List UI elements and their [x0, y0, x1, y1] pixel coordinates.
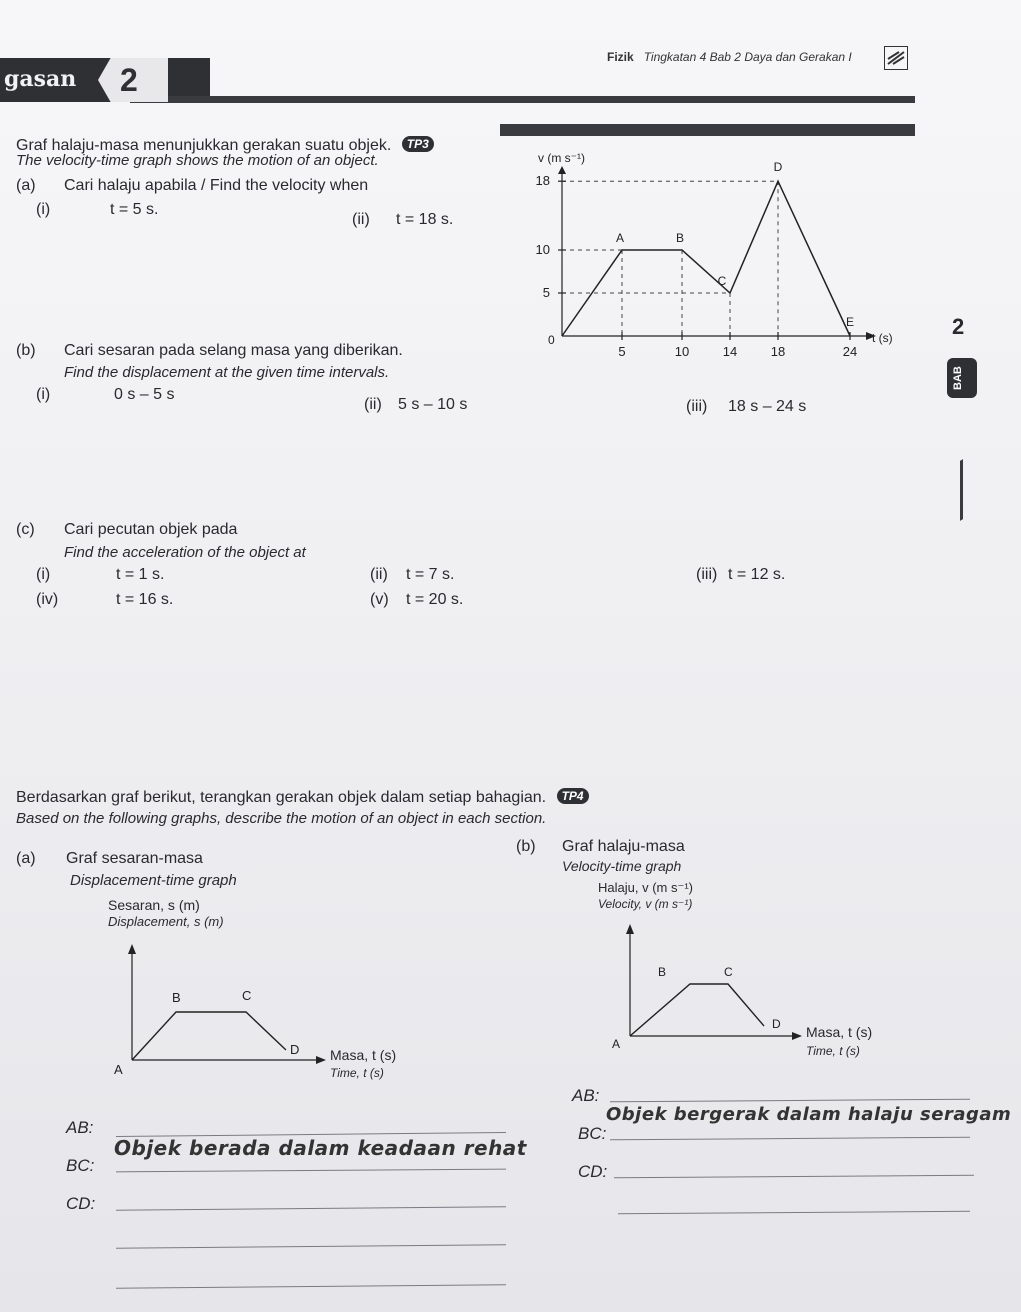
- q1c-v-text: t = 20 s.: [406, 591, 464, 608]
- q2a-cd-label: CD:: [66, 1194, 96, 1213]
- banner-word: gasan: [4, 66, 77, 92]
- q2b-bc-answer[interactable]: Objek bergerak dalam halaju seragam: [606, 1104, 1012, 1125]
- q2-stem-ms: [16, 788, 589, 807]
- q1a-label: (a): [16, 177, 36, 194]
- q1b-ii-text: 5 s – 10 s: [398, 396, 468, 413]
- q1b-iii-label: (iii): [686, 398, 708, 415]
- q1-xtick-label-24: 24: [842, 344, 858, 359]
- q1-xlabel: t (s): [872, 331, 893, 345]
- q2a-label: (a): [16, 850, 36, 867]
- q2b-cd-line[interactable]: [614, 1175, 974, 1179]
- q1c-i-text: t = 1 s.: [116, 566, 165, 583]
- tp4-badge: TP4: [557, 788, 589, 804]
- q1b-iii-text: 18 s – 24 s: [728, 398, 807, 415]
- q2b-point-D: D: [772, 1017, 781, 1031]
- q2a-x-arrow: [316, 1056, 326, 1064]
- q1-ytick-label-5: 5: [542, 285, 550, 300]
- q1c-label: (c): [16, 521, 35, 538]
- q2b-point-A: A: [612, 1037, 621, 1051]
- q1-point-label-C: C: [717, 274, 727, 288]
- q1-ytick-label-10: 10: [535, 242, 550, 257]
- q2a-xlabel-ms: Masa, t (s): [330, 1047, 397, 1063]
- q1a-ii-text: t = 18 s.: [396, 211, 454, 228]
- q2a-bc-line: [116, 1169, 506, 1173]
- q2b-x-arrow: [792, 1032, 802, 1040]
- q2b-ylabel-en: Velocity, v (m s⁻¹): [598, 897, 693, 911]
- q2b-ab-label: AB:: [572, 1086, 600, 1105]
- q1a-text: Cari halaju apabila / Find the velocity when: [64, 177, 369, 194]
- q2a-bc-label: BC:: [66, 1156, 95, 1175]
- q1-ylabel: v (m s⁻¹): [538, 151, 585, 165]
- sidebar-chapter: 2: [952, 314, 965, 339]
- q1c-iii-text: t = 12 s.: [728, 566, 786, 583]
- vt-graph-q2b: [600, 914, 820, 1054]
- q2a-title-en: Displacement-time graph: [70, 872, 237, 889]
- q2a-bc-answer[interactable]: Objek berada dalam keadaan rehat: [114, 1136, 527, 1160]
- q2a-ylabel-ms: Sesaran, s (m): [108, 897, 200, 913]
- q2a-title-ms: Graf sesaran-masa: [66, 850, 203, 867]
- q2a-y-arrow: [128, 944, 136, 954]
- q1a-ii-label: (ii): [352, 211, 370, 228]
- q1-ytick-label-18: 18: [535, 173, 550, 189]
- q1-origin: 0: [548, 333, 555, 347]
- q2b-series-line: [630, 984, 764, 1036]
- q1-stem-ms-text: Graf halaju-masa menunjukkan gerakan suatu objek.: [16, 137, 392, 154]
- q1-y-arrow: [558, 166, 566, 174]
- q1c-ii-label: (ii): [370, 566, 388, 583]
- q1c-v-label: (v): [370, 591, 389, 608]
- q2a-series-line: [132, 1012, 286, 1060]
- banner-rule: [130, 96, 915, 103]
- q2b-xlabel-ms: Masa, t (s): [806, 1024, 873, 1040]
- q2b-bc-line: [610, 1137, 970, 1141]
- logo-icon: [884, 46, 908, 70]
- q2-stem-ms-text: Berdasarkan graf berikut, terangkan gerakan objek dalam setiap bahagian.: [16, 789, 547, 806]
- q1-point-label-A: A: [615, 231, 625, 245]
- q1-xtick-label-14: 14: [722, 344, 738, 359]
- q2a-point-A: A: [114, 1062, 123, 1077]
- q2b-ab-line[interactable]: [610, 1099, 970, 1103]
- q1c-iii-label: (iii): [696, 566, 718, 583]
- q1b-ms: Cari sesaran pada selang masa yang diberikan.: [64, 342, 403, 359]
- q1a-i-text: t = 5 s.: [110, 201, 159, 218]
- q1-stem-en: The velocity-time graph shows the motion of an object.: [16, 152, 379, 169]
- q2a-point-C: C: [242, 988, 252, 1003]
- q2a-ab-label: AB:: [66, 1118, 94, 1137]
- q1b-i-text: 0 s – 5 s: [114, 386, 175, 403]
- q2a-extra-line-1[interactable]: [116, 1244, 506, 1248]
- q1c-i-label: (i): [36, 566, 51, 583]
- q1-point-label-B: B: [675, 231, 685, 245]
- q1-xtick-label-5: 5: [618, 344, 626, 359]
- q1b-label: (b): [16, 342, 36, 359]
- q1-point-label-E: E: [845, 315, 855, 329]
- banner-number: 2: [120, 62, 138, 98]
- running-header: [607, 50, 852, 64]
- q1c-ii-text: t = 7 s.: [406, 566, 455, 583]
- q2a-cd-line[interactable]: [116, 1206, 506, 1210]
- q2b-xlabel-en: Time, t (s): [806, 1044, 860, 1058]
- q1b-i-label: (i): [36, 386, 51, 403]
- q1a-i-label: (i): [36, 201, 51, 218]
- q1-point-label-D: D: [773, 160, 783, 175]
- q2b-title-ms: Graf halaju-masa: [562, 838, 685, 855]
- q2a-xlabel-en: Time, t (s): [330, 1066, 384, 1080]
- q1c-ms: Cari pecutan objek pada: [64, 521, 238, 538]
- header-chapter: Tingkatan 4 Bab 2 Daya dan Gerakan I: [643, 50, 852, 64]
- q2a-extra-line-2[interactable]: [116, 1284, 506, 1288]
- q2b-bc-label: BC:: [578, 1124, 607, 1143]
- q2-stem-en: Based on the following graphs, describe the motion of an object in each section.: [16, 810, 547, 827]
- sidebar-bab: BAB: [952, 366, 964, 390]
- q1-plot: [536, 160, 858, 359]
- q2a-ylabel-en: Displacement, s (m): [108, 914, 224, 929]
- q2b-point-C: C: [724, 965, 733, 979]
- q1-series-line: [562, 181, 850, 336]
- header-subject: Fizik: [607, 50, 634, 64]
- tp3-badge: TP3: [402, 136, 434, 152]
- q2a-point-B: B: [172, 990, 181, 1005]
- q2b-label: (b): [516, 838, 536, 855]
- sidebar-mark: [960, 459, 963, 521]
- q2b-y-arrow: [626, 924, 634, 934]
- q1c-en: Find the acceleration of the object at: [64, 544, 306, 561]
- q1c-iv-text: t = 16 s.: [116, 591, 174, 608]
- q2b-point-B: B: [658, 965, 667, 979]
- q2b-title-en: Velocity-time graph: [562, 858, 682, 874]
- question-rule: [500, 124, 915, 136]
- q1b-ii-label: (ii): [364, 396, 382, 413]
- q2b-extra-line[interactable]: [618, 1211, 970, 1214]
- q1c-iv-label: (iv): [36, 591, 59, 608]
- q1-xtick-label-10: 10: [674, 344, 690, 359]
- q1b-en: Find the displacement at the given time intervals.: [64, 364, 390, 381]
- q2b-cd-label: CD:: [578, 1162, 608, 1181]
- q2a-point-D: D: [290, 1042, 300, 1057]
- q2b-ylabel-ms: Halaju, v (m s⁻¹): [598, 880, 693, 895]
- q1-xtick-label-18: 18: [770, 344, 786, 359]
- vt-graph-q1: [520, 146, 900, 366]
